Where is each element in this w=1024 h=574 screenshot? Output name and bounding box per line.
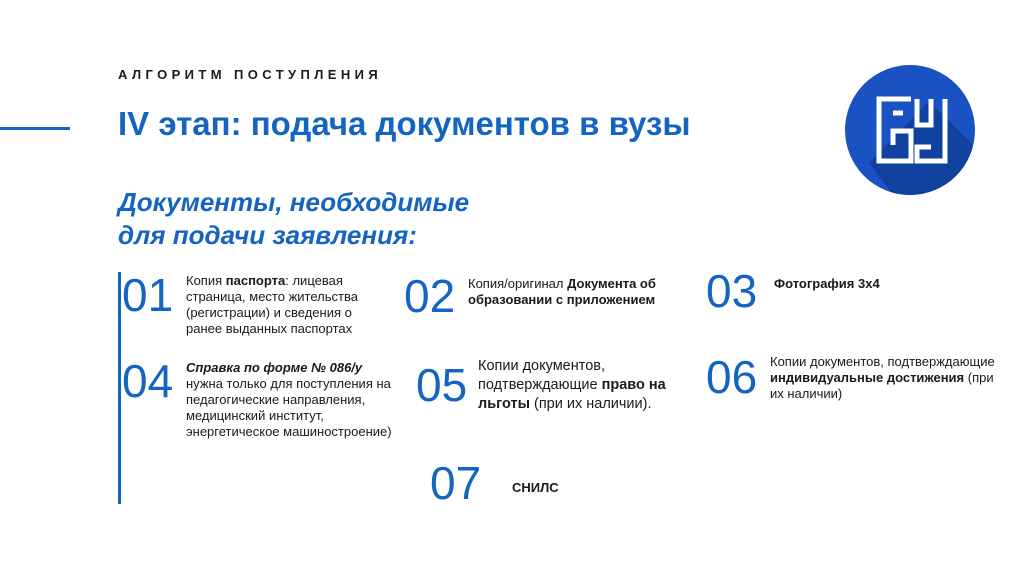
item-text-06: Копии документов, подтверждающие индивидуальные достижения (при их наличии) [770, 354, 995, 401]
item-number-05: 05 [416, 359, 468, 411]
subtitle-line-1: Документы, необходимые [118, 187, 470, 217]
item-text-03: Фотография 3х4 [774, 276, 880, 291]
section-overline: АЛГОРИТМ ПОСТУПЛЕНИЯ [118, 67, 383, 82]
subtitle [118, 186, 469, 252]
item-number-06: 06 [706, 351, 758, 403]
page-title: IV этап: подача документов в вузы [118, 105, 691, 142]
item-number-03: 03 [706, 265, 758, 317]
item-text-02: Копия/оригинал Документа об образовании с приложением [468, 276, 656, 307]
subtitle-line-2: для подачи заявления: [118, 220, 417, 250]
item-number-01: 01 [122, 269, 174, 321]
item-number-04: 04 [122, 355, 174, 407]
item-text-05: Копии документов, подтверждающие право на льготы (при их наличии). [478, 358, 666, 412]
item-text-01: Копия паспорта: лицевая страница, место жительства (регистрации) и сведения о ранее выданных паспортах [186, 273, 358, 336]
left-accent-line [0, 127, 70, 130]
item-text-04: Справка по форме № 086/у нужна только для поступления на педагогические направления, медицинский институт, энергетическое машиностроение) [186, 360, 392, 439]
university-logo-icon [845, 65, 975, 195]
item-number-02: 02 [404, 270, 456, 322]
vertical-divider [118, 272, 121, 504]
item-number-07: 07 [430, 457, 482, 509]
item-text-07: СНИЛС [512, 480, 559, 495]
